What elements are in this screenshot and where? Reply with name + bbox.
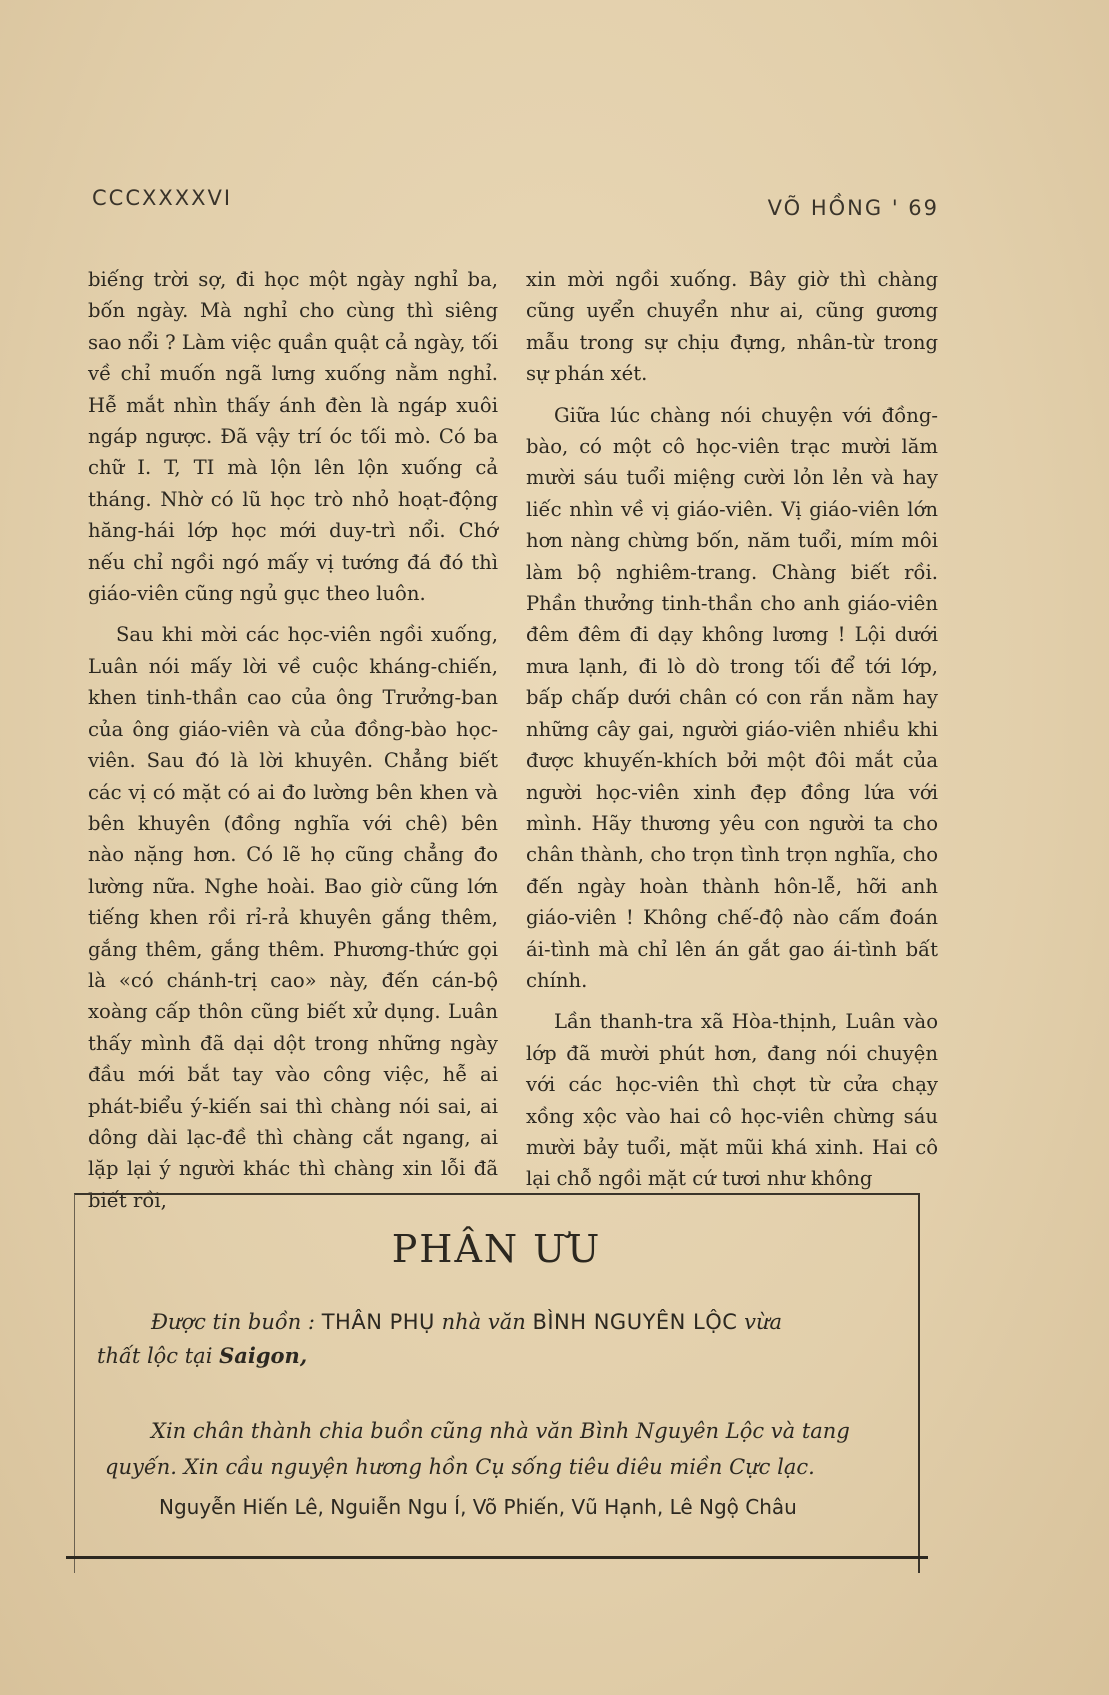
right-paragraph-2: Giữa lúc chàng nói chuyện với đồng-bào, có một cô học-viên trạc mười lăm mười sáu tuổi miệng cười lỏn lẻn và hay liếc nhìn về vị giáo-viên. Vị giáo-viên lớn hơn nàng chừng bốn, năm tuổi, mím môi làm bộ nghiêm-trang. Chàng biết rồi. Phần thưởng tinh-thần cho anh giáo-viên đêm đêm đi dạy không lương ! Lội dưới mưa lạnh, đi lò dò trong tối để tới lớp, bấp chấp dưới chân có con rắn nằm hay những cây gai, người giáo-viên nhiều khi được khuyến-khích bởi một đôi mắt của người học-viên xinh đẹp đồng lứa với mình. Hãy thương yêu con người ta cho chân thành, cho trọn tình trọn nghĩa, cho đến ngày hoàn thành hôn-lễ, hỡi anh giáo-viên ! Không chế-độ nào cấm đoán ái-tình mà chỉ lên án gắt gao ái-tình bất chính. (526, 403, 938, 992)
right-paragraph-3: Lần thanh-tra xã Hòa-thịnh, Luân vào lớp đã mười phút hơn, đang nói chuyện với các học-viên thì chợt từ cửa chạy xồng xộc vào hai cô học-viên chừng sáu mười bảy tuổi, mặt mũi khá xinh. Hai cô lại chỗ ngồi mặt cứ tươi như không (526, 1010, 938, 1191)
notice-bottom-rule (66, 1556, 928, 1559)
page-section-number: CCCXXXXVI (92, 186, 233, 210)
notice-announcement (97, 1305, 911, 1373)
announcement-location-text: thất lộc tại (97, 1344, 213, 1368)
left-paragraph-1: biếng trời sợ, đi học một ngày nghỉ ba, bốn ngày. Mà nghỉ cho cùng thì siêng sao nổi ? Làm việc quần quật cả ngày, tối về chỉ muốn ngã lưng xuống nằm nghỉ. Hễ mắt nhìn thấy ánh đèn là ngáp xuôi ngáp ngược. Đã vậy trí óc tối mò. Có ba chữ I. T, TI mà lộn lên lộn xuống cả tháng. Nhờ có lũ học trò nhỏ hoạt-động hăng-hái lớp học mới duy-trì nổi. Chớ nếu chỉ ngồi ngó mấy vị tướng đá đó thì giáo-viên cũng ngủ gục theo luôn. (88, 268, 498, 606)
announcement-author-name: BÌNH NGUYÊN LỘC (532, 1310, 738, 1334)
right-column (526, 264, 938, 1195)
announcement-relation: THÂN PHỤ (321, 1310, 435, 1334)
announcement-location: Saigon, (219, 1343, 308, 1368)
announcement-suffix: vừa (744, 1310, 783, 1334)
notice-message: Xin chân thành chia buồn cũng nhà văn Bình Nguyên Lộc và tang quyến. Xin cầu nguyện hương hồn Cụ sống tiêu diêu miền Cực lạc. (105, 1419, 850, 1479)
notice-signatories: Nguyễn Hiến Lê, Nguiễn Ngu Í, Võ Phiến, Vũ Hạnh, Lê Ngộ Châu (159, 1495, 797, 1519)
announcement-title: nhà văn (441, 1310, 526, 1334)
left-paragraph-2: Sau khi mời các học-viên ngồi xuống, Luân nói mấy lời về cuộc kháng-chiến, khen tinh-thần cao của ông Trưởng-ban của ông giáo-viên và của đồng-bào học-viên. Sau đó là lời khuyên. Chẳng biết các vị có mặt có ai đo lường bên khen và bên khuyên (đồng nghĩa với chê) bên nào nặng hơn. Có lẽ họ cũng chẳng đo lường nữa. Nghe hoài. Bao giờ cũng lớn tiếng khen rồi rỉ-rả khuyên gắng thêm, gắng thêm, gắng thêm. Phương-thức gọi là «có chánh-trị cao» này, đến cán-bộ xoàng cấp thôn cũng biết xử dụng. Luân thấy mình đã dại dột trong những ngày đầu mới bắt tay vào công việc, hễ ai phát-biểu ý-kiến sai thì chàng nói sai, ai dông dài lạc-đề thì chàng cắt ngang, ai lặp lại ý người khác thì chàng xin lỗi đã biết rồi, (88, 623, 498, 1212)
running-header: VÕ HỒNG ' 69 (767, 196, 939, 220)
announcement-prefix: Được tin buồn : (151, 1310, 316, 1334)
notice-title: PHÂN ƯU (391, 1227, 602, 1271)
left-column (88, 264, 498, 1216)
condolence-notice (74, 1193, 920, 1573)
right-paragraph-1: xin mời ngồi xuống. Bây giờ thì chàng cũng uyển chuyển như ai, cũng gương mẫu trong sự chịu đựng, nhân-từ trong sự phán xét. (526, 268, 938, 386)
